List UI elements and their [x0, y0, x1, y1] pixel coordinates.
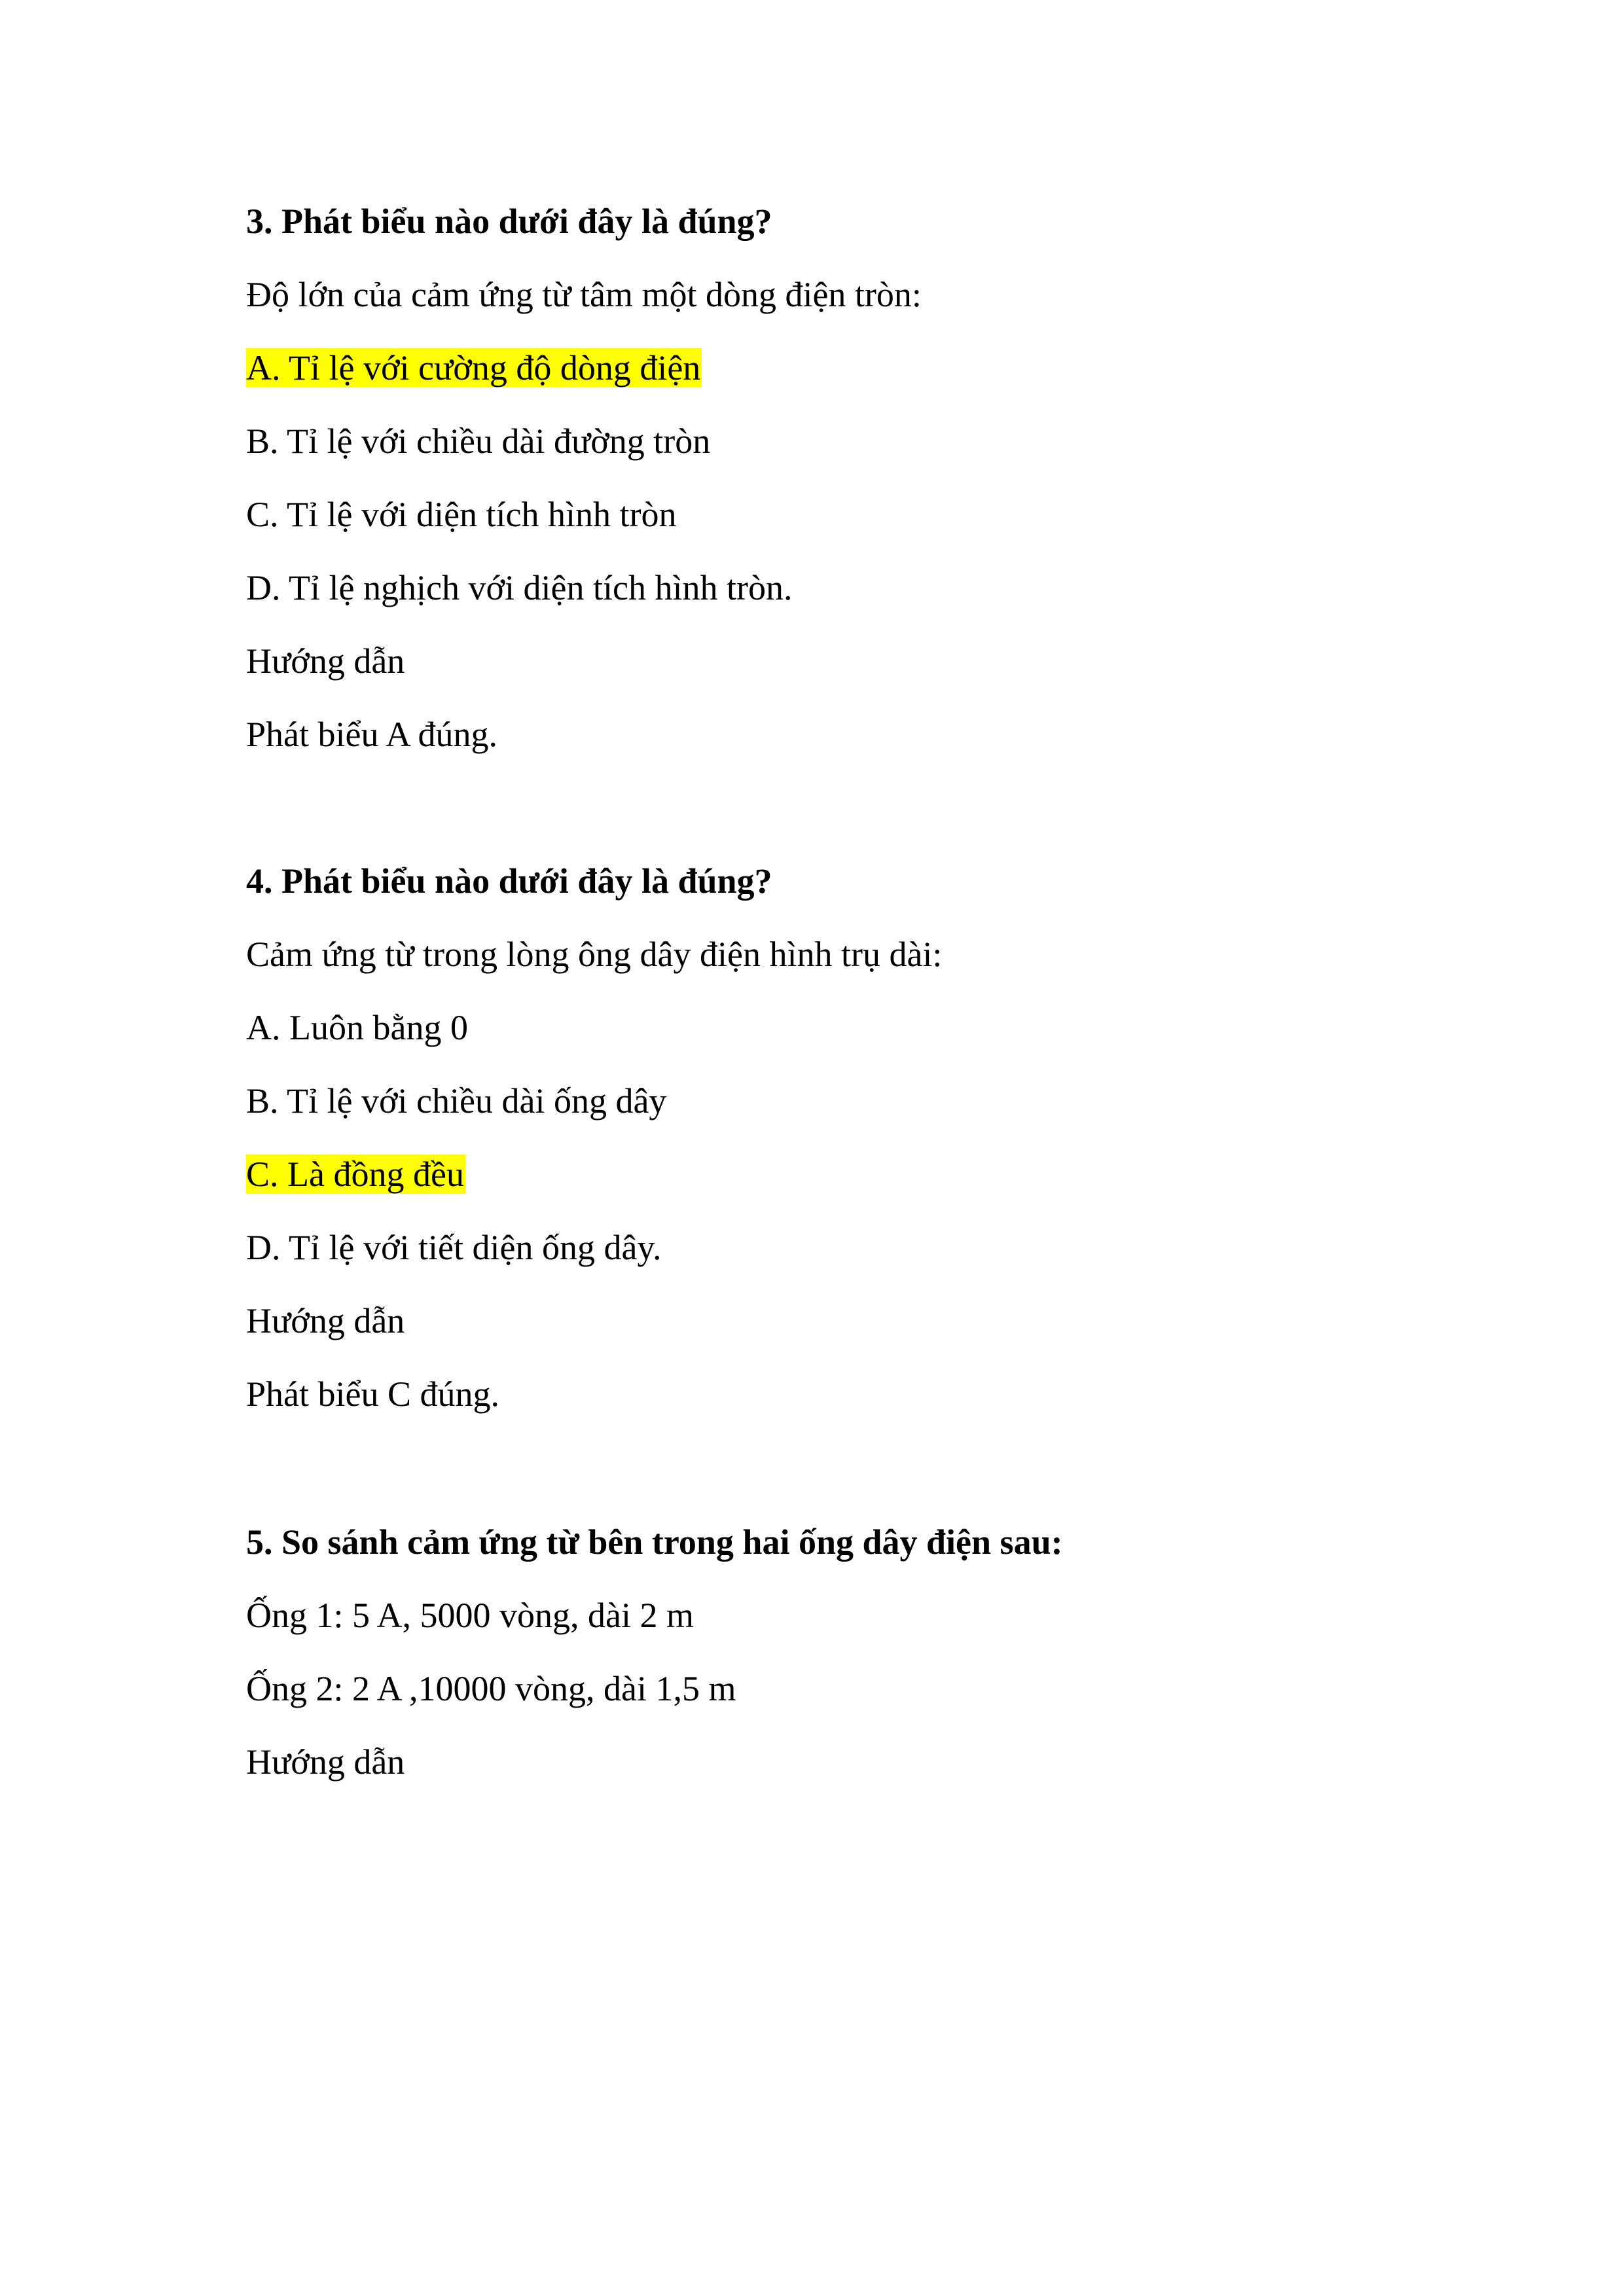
question-4-option-c: [246, 1151, 465, 1198]
question-5-coil-2: Ống 2: 2 A ,10000 vòng, dài 1,5 m: [246, 1669, 736, 1708]
question-3-answer: Phát biểu A đúng.: [246, 715, 498, 754]
question-4-guide-label: Hướng dẫn: [246, 1301, 405, 1340]
question-4-option-d: D. Tỉ lệ với tiết diện ống dây.: [246, 1228, 662, 1267]
question-3-option-c: C. Tỉ lệ với diện tích hình tròn: [246, 495, 677, 534]
question-4-answer: Phát biểu C đúng.: [246, 1374, 499, 1414]
highlighted-answer: C. Là đồng đều: [246, 1155, 464, 1194]
question-5-title: 5. So sánh cảm ứng từ bên trong hai ống dây điện sau:: [246, 1522, 1063, 1562]
highlighted-answer: A. Tỉ lệ với cường độ dòng điện: [246, 348, 701, 387]
question-3-option-a: [246, 344, 702, 391]
question-3-stem: Độ lớn của cảm ứng từ tâm một dòng điện tròn:: [246, 275, 922, 314]
question-5-guide-label: Hướng dẫn: [246, 1742, 405, 1782]
question-3-option-d: D. Tỉ lệ nghịch với diện tích hình tròn.: [246, 568, 793, 607]
question-4-title: 4. Phát biểu nào dưới đây là đúng?: [246, 861, 772, 901]
question-4-stem: Cảm ứng từ trong lòng ông dây điện hình trụ dài:: [246, 935, 943, 974]
question-3-guide-label: Hướng dẫn: [246, 641, 405, 681]
question-4-option-b: B. Tỉ lệ với chiều dài ống dây: [246, 1081, 667, 1121]
question-4-option-a: A. Luôn bằng 0: [246, 1008, 468, 1047]
question-3-option-b: B. Tỉ lệ với chiều dài đường tròn: [246, 422, 711, 461]
question-3-title: 3. Phát biểu nào dưới đây là đúng?: [246, 202, 772, 241]
question-5-coil-1: Ống 1: 5 A, 5000 vòng, dài 2 m: [246, 1596, 694, 1635]
